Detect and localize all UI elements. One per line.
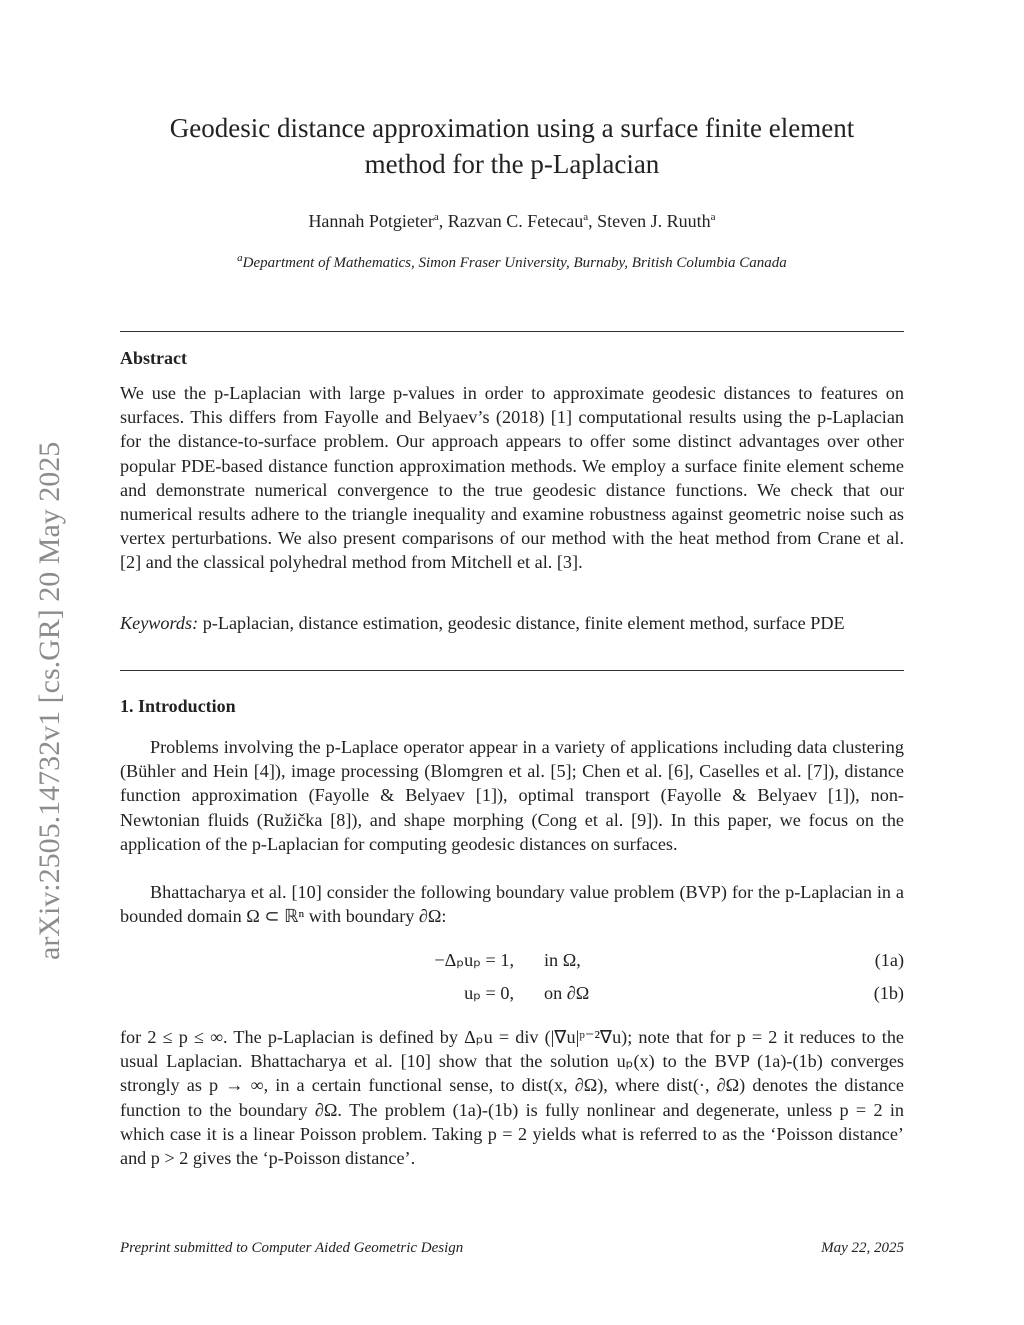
abstract-heading: Abstract: [120, 348, 187, 368]
introduction-heading: 1. Introduction: [120, 696, 236, 716]
introduction-paragraph-3: for 2 ≤ p ≤ ∞. The p-Laplacian is defined by Δₚu = div (|∇u|ᵖ⁻²∇u); note that for p = 2 it reduces to the usual Laplacian. Bhattacharya et al. [10] show that the solution uₚ(x) to the BVP (1a)-(1b) converges strongly as p → ∞, in a certain functional sense, to dist(x, ∂Ω), where dist(·, ∂Ω) denotes the distance function to the boundary ∂Ω. The problem (1a)-(1b) is fully nonlinear and degenerate, unless p = 2 in which case it is a linear Poisson problem. Taking p = 2 yields what is referred to as the ‘Poisson distance’ and p > 2 gives the ‘p-Poisson distance’.: [120, 1027, 904, 1169]
equation-1b-lhs: uₚ = 0,: [464, 983, 514, 1003]
abstract-bottom-rule: [120, 670, 904, 671]
author-separator: ,: [588, 211, 598, 231]
author-1-mark: a: [433, 211, 439, 223]
equation-1a-condition: in Ω,: [544, 950, 581, 970]
author-separator: ,: [438, 211, 448, 231]
equation-1b-number: (1b): [873, 983, 904, 1003]
equation-1a-lhs: −Δₚuₚ = 1,: [434, 950, 514, 970]
affiliation-mark: a: [237, 252, 243, 264]
equation-1b-condition: on ∂Ω: [544, 983, 590, 1003]
footer-date: May 22, 2025: [821, 1240, 904, 1256]
author-list: [100, 211, 924, 232]
affiliation: [100, 252, 924, 272]
author-2-mark: a: [583, 211, 589, 223]
title-line-1: Geodesic distance approximation using a surface finite element: [169, 113, 855, 143]
footer-submission-note: Preprint submitted to Computer Aided Geometric Design: [120, 1240, 464, 1256]
keywords-label: Keywords:: [120, 613, 199, 633]
arxiv-identifier: arXiv:2505.14732v1 [cs.GR] 20 May 2025: [33, 441, 66, 960]
abstract-top-rule: [120, 331, 904, 332]
introduction-paragraph-2: Bhattacharya et al. [10] consider the following boundary value problem (BVP) for the p-Laplacian in a bounded domain Ω ⊂ ℝⁿ with boundary ∂Ω:: [120, 882, 904, 927]
author-1: Hannah Potgieter: [308, 211, 434, 231]
author-3-mark: a: [710, 211, 716, 223]
introduction-paragraph-1: Problems involving the p-Laplace operator appear in a variety of applications including data clustering (Bühler and Hein [4]), image processing (Blomgren et al. [5]; Chen et al. [6], Caselles et al. [7]), distance function approximation (Fayolle & Belyaev [1]), optimal transport (Fayolle & Belyaev [1]), non-Newtonian fluids (Ružička [8]), and shape morphing (Cong et al. [9]). In this paper, we focus on the application of the p-Laplacian for computing geodesic distances on surfaces.: [120, 737, 904, 854]
keywords-text: p-Laplacian, distance estimation, geodesic distance, finite element method, surface PDE: [202, 613, 845, 633]
abstract-text: We use the p-Laplacian with large p-values in order to approximate geodesic distances to features on surfaces. This differs from Fayolle and Belyaev’s (2018) [1] computational results using the p-Laplacian for the distance-to-surface problem. Our approach appears to offer some distinct advantages over other popular PDE-based distance function approximation methods. We employ a surface finite element scheme and demonstrate numerical convergence to the true geodesic distance functions. We check that our numerical results adhere to the triangle inequality and examine robustness against geometric noise such as vertex perturbations. We also present comparisons of our method with the heat method from Crane et al. [2] and the classical polyhedral method from Mitchell et al. [3].: [120, 383, 904, 573]
keywords: [120, 611, 904, 635]
author-2: Razvan C. Fetecau: [447, 211, 584, 231]
affiliation-text: Department of Mathematics, Simon Fraser University, Burnaby, British Columbia Canada: [242, 255, 787, 271]
author-3: Steven J. Ruuth: [597, 211, 711, 231]
equation-1a-number: (1a): [874, 950, 904, 970]
equation-1b: [120, 983, 904, 1009]
paper-title: [100, 110, 924, 182]
equation-1a: [120, 950, 904, 976]
title-line-2: method for the p-Laplacian: [364, 149, 660, 179]
